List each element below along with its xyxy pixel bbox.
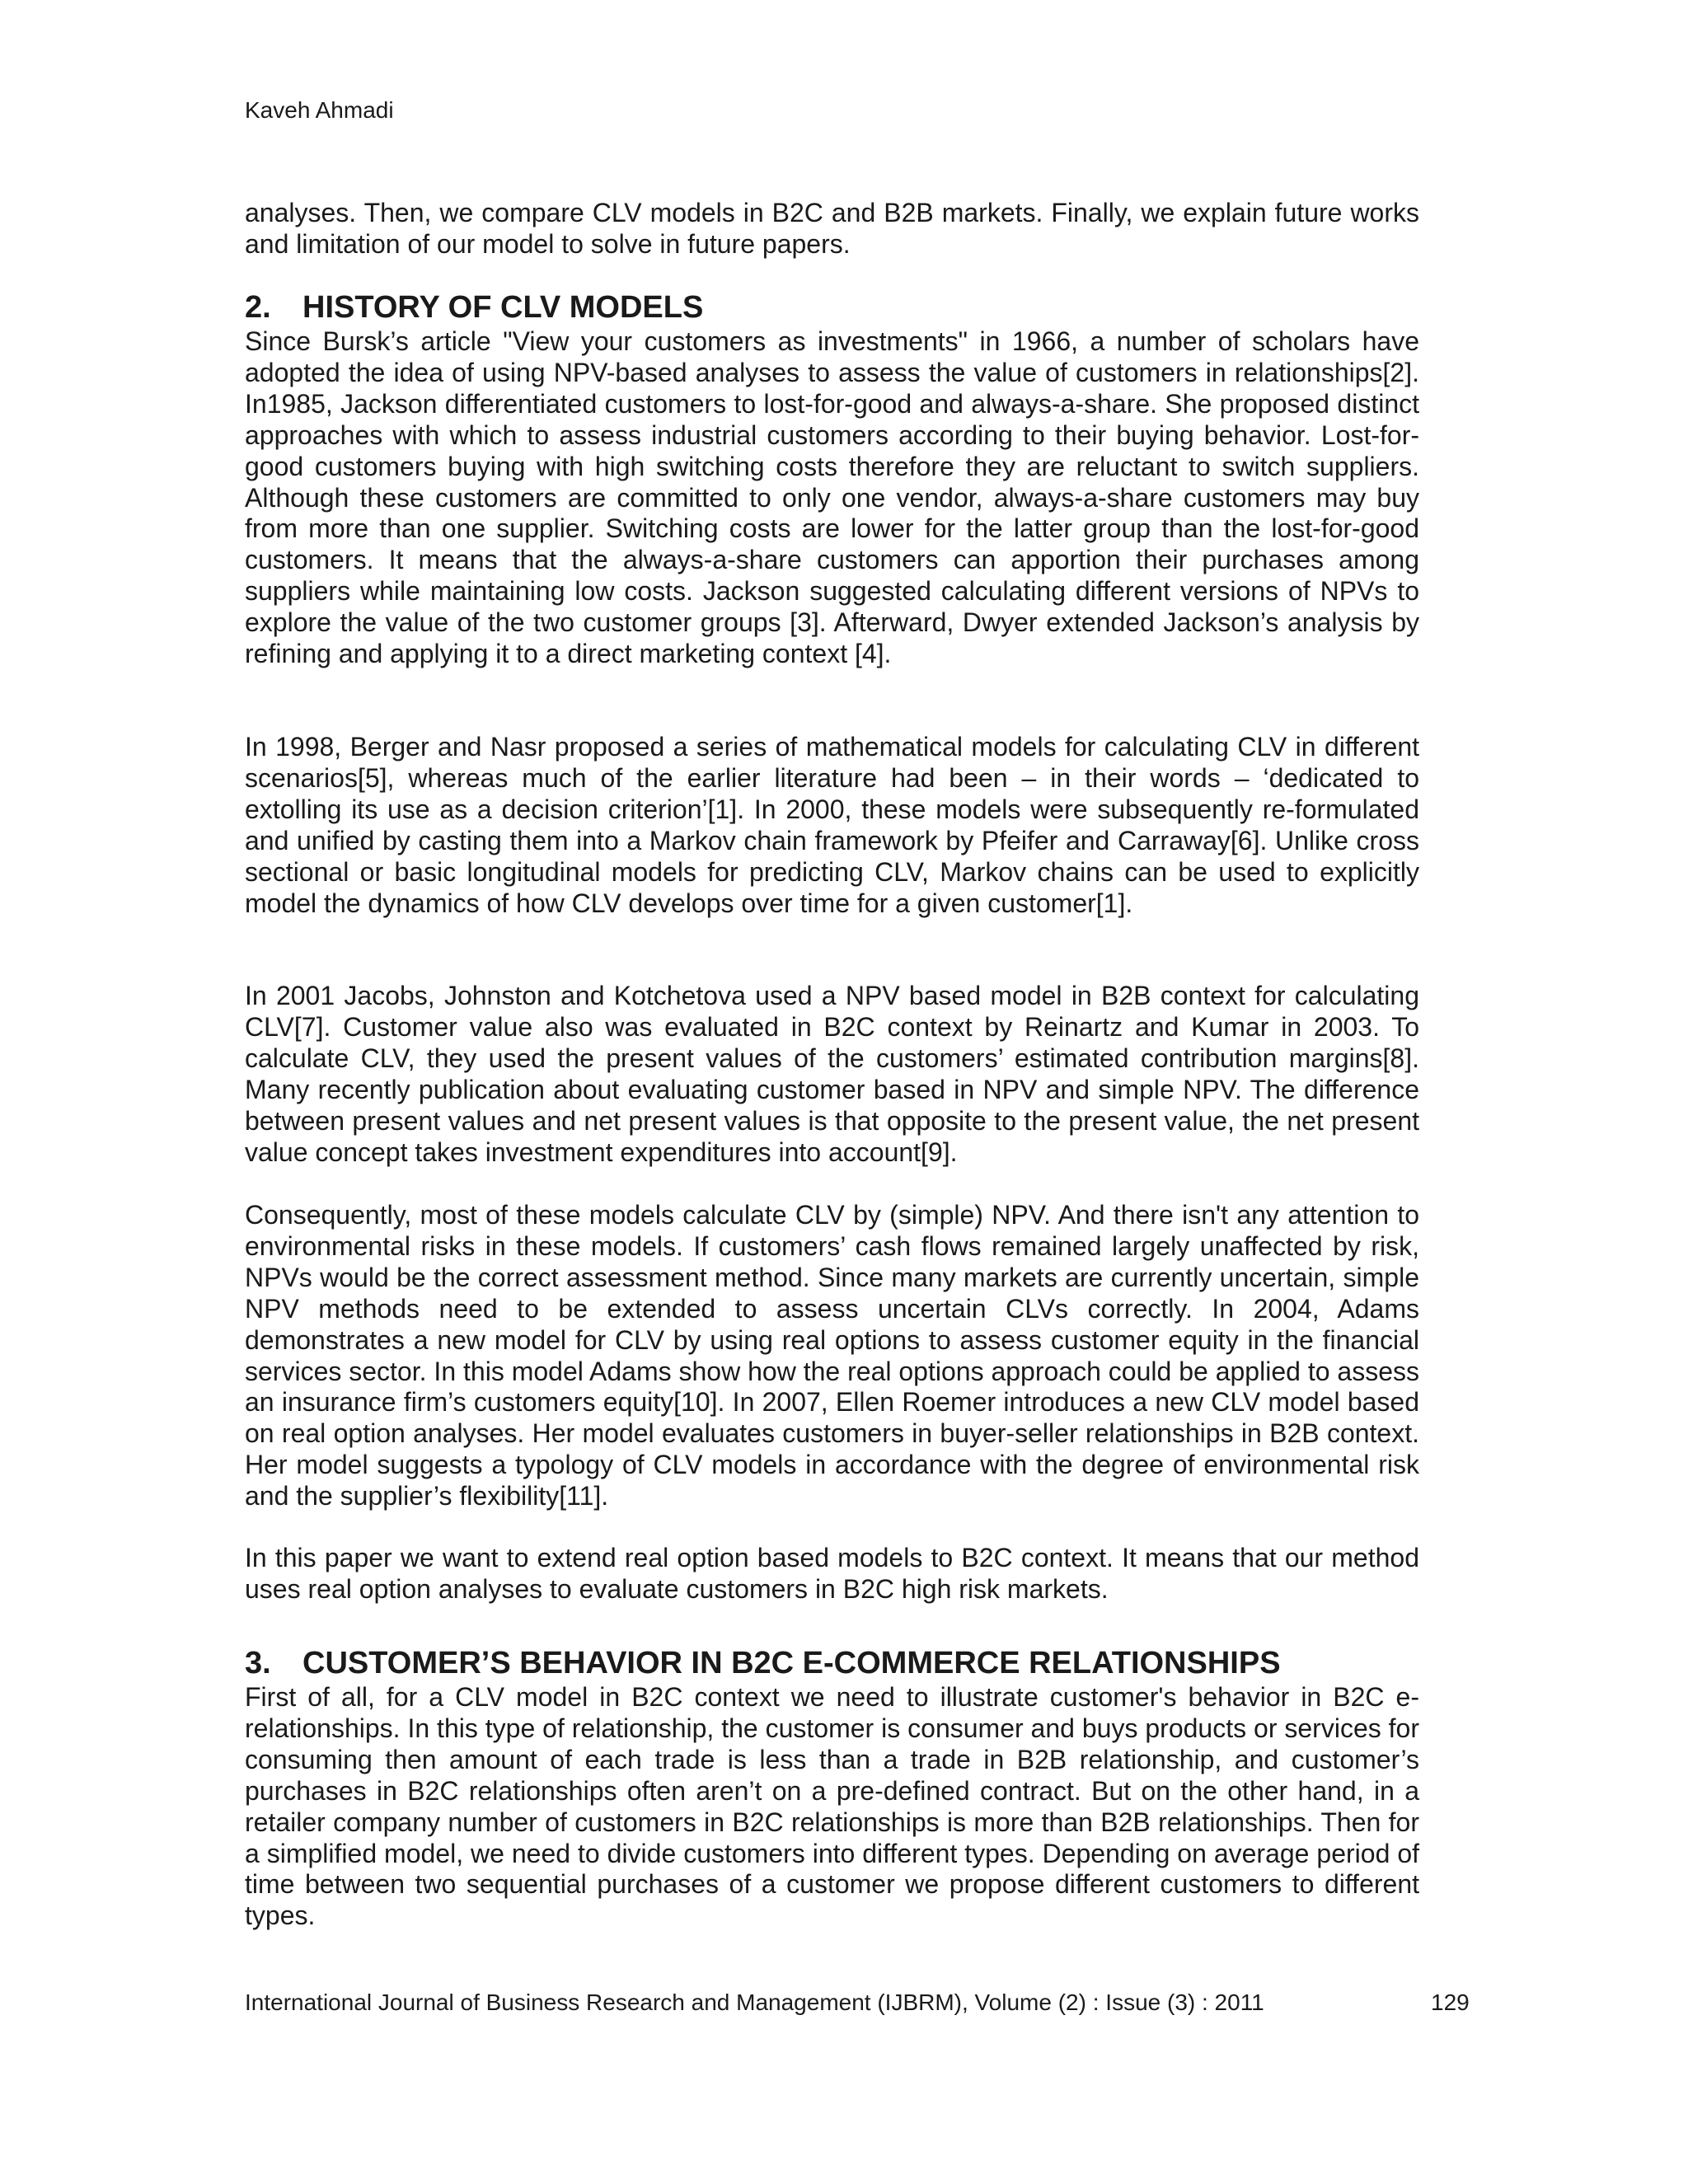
running-head: Kaveh Ahmadi [245,97,394,123]
section-heading-customer-behavior [245,1645,1481,1681]
history-paragraph-3: In 2001 Jacobs, Johnston and Kotchetova used a NPV based model in B2B context for calculating CLV[7]. Customer value also was evaluated in B2C context by Reinartz and Kumar in 2003. To calculate CLV, they used the present values of the customers’ estimated contribution margins[8]. Many recently publication about evaluating customer based in NPV and simple NPV. The difference between present values and net present values is that opposite to the present value, the net present value concept takes investment expenditures into account[9]. [245,981,1419,1167]
section-number: 3. [245,1646,271,1680]
section-number: 2. [245,290,271,325]
intro-paragraph: analyses. Then, we compare CLV models in B2C and B2B markets. Finally, we explain future works and limitation of our model to solve in future papers. [245,198,1419,259]
history-paragraph-5: In this paper we want to extend real option based models to B2C context. It means that our method uses real option analyses to evaluate customers in B2C high risk markets. [245,1543,1419,1604]
history-paragraph-1: Since Bursk’s article "View your customers as investments" in 1966, a number of scholars have adopted the idea of using NPV-based analyses to assess the value of customers in relationships[2]. In1985, Jackson differentiated customers to lost-for-good and always-a-share. She proposed distinct approaches with which to assess industrial customers according to their buying behavior. Lost-for-good customers buying with high switching costs therefore they are reluctant to switch suppliers. Although these customers are committed to only one vendor, always-a-share customers may buy from more than one supplier. Switching costs are lower for the latter group than the lost-for-good customers. It means that the always-a-share customers can apportion their purchases among suppliers while maintaining low costs. Jackson suggested calculating different versions of NPVs to explore the value of the two customer groups [3]. Afterward, Dwyer extended Jackson’s analysis by refining and applying it to a direct marketing context [4]. [245,326,1419,669]
section-title: CUSTOMER’S BEHAVIOR IN B2C E-COMMERCE RELATIONSHIPS [302,1646,1281,1680]
section-heading-history [245,289,1481,326]
page-number: 129 [1431,1990,1470,2015]
history-paragraph-2: In 1998, Berger and Nasr proposed a series of mathematical models for calculating CLV in different scenarios[5], whereas much of the earlier literature had been – in their words – ‘dedicated to extolling its use as a decision criterion’[1]. In 2000, these models were subsequently re-formulated and unified by casting them into a Markov chain framework by Pfeifer and Carraway[6]. Unlike cross sectional or basic longitudinal models for predicting CLV, Markov chains can be used to explicitly model the dynamics of how CLV develops over time for a given customer[1]. [245,732,1419,918]
history-paragraph-4: Consequently, most of these models calculate CLV by (simple) NPV. And there isn't any attention to environmental risks in these models. If customers’ cash flows remained largely unaffected by risk, NPVs would be the correct assessment method. Since many markets are currently uncertain, simple NPV methods need to be extended to assess uncertain CLVs correctly. In 2004, Adams demonstrates a new model for CLV by using real options to assess customer equity in the financial services sector. In this model Adams show how the real options approach could be applied to assess an insurance firm’s customers equity[10]. In 2007, Ellen Roemer introduces a new CLV model based on real option analyses. Her model evaluates customers in buyer-seller relationships in B2B context. Her model suggests a typology of CLV models in accordance with the degree of environmental risk and the supplier’s flexibility[11]. [245,1200,1419,1511]
behavior-paragraph-1: First of all, for a CLV model in B2C context we need to illustrate customer's behavior in B2C e-relationships. In this type of relationship, the customer is consumer and buys products or services for consuming then amount of each trade is less than a trade in B2B relationship, and customer’s purchases in B2C relationships often aren’t on a pre-defined contract. But on the other hand, in a retailer company number of customers in B2C relationships is more than B2B relationships. Then for a simplified model, we need to divide customers into different types. Depending on average period of time between two sequential purchases of a customer we propose different customers to different types. [245,1682,1419,1931]
journal-footer: International Journal of Business Research and Management (IJBRM), Volume (2) : Issue (3) : 2011 [245,1990,1264,2015]
section-title: HISTORY OF CLV MODELS [302,290,704,325]
